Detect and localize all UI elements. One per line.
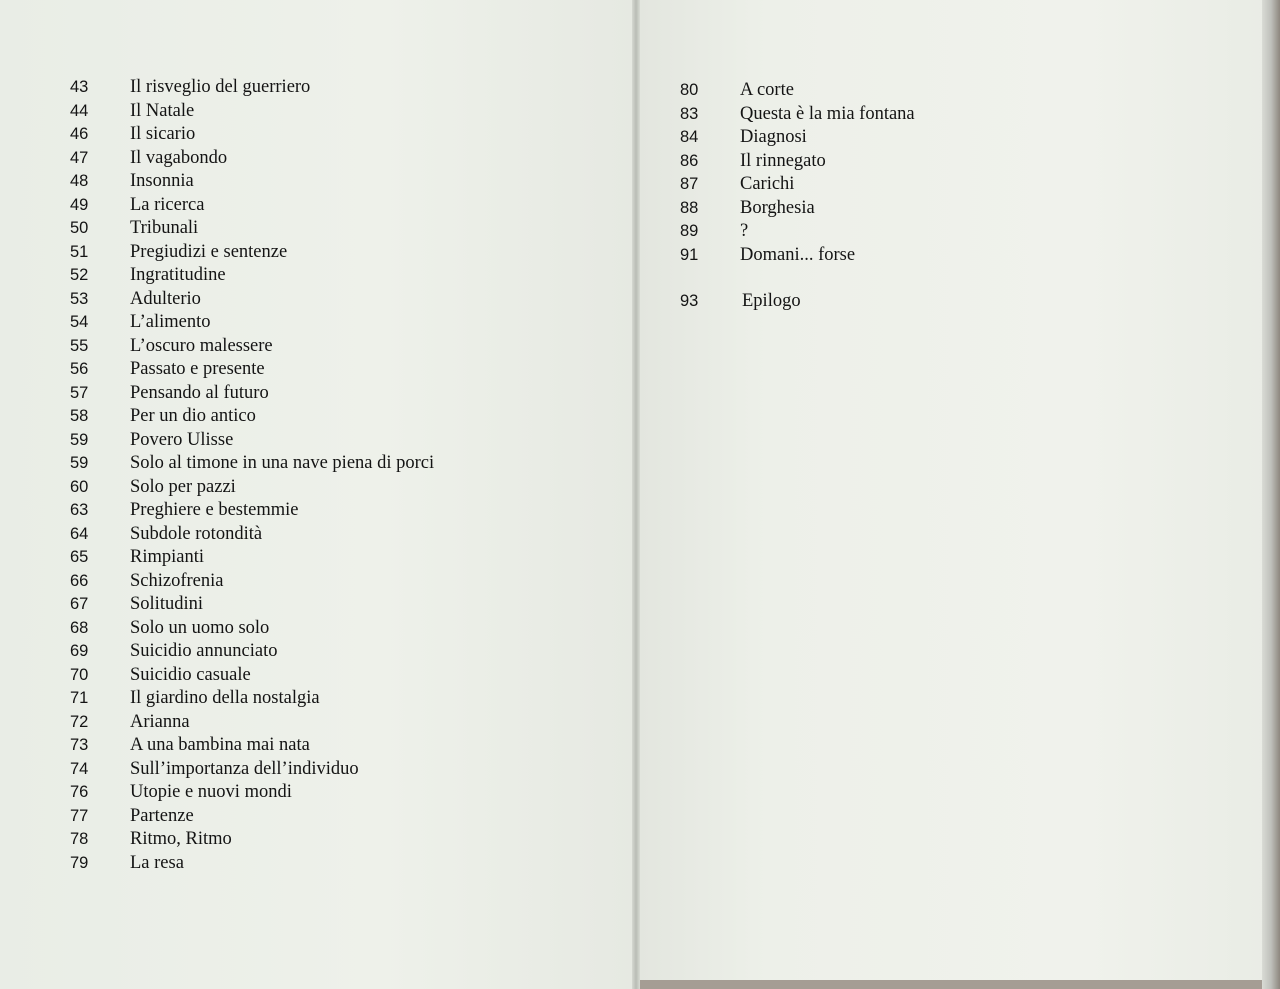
toc-title: Povero Ulisse <box>130 429 234 450</box>
toc-entry <box>62 734 434 758</box>
toc-title: Per un dio antico <box>130 406 256 426</box>
toc-page-number: 67 <box>70 595 89 613</box>
toc-title: Suicidio casuale <box>130 664 251 685</box>
toc-title: L’oscuro malessere <box>130 335 273 356</box>
toc-title: Subdole rotondità <box>130 523 263 544</box>
toc-title: Passato e presente <box>130 359 265 379</box>
toc-title: Epilogo <box>742 291 801 311</box>
toc-title: Solitudini <box>130 594 203 614</box>
toc-page-number: 73 <box>70 736 89 754</box>
toc-entry <box>62 523 434 547</box>
toc-title: Partenze <box>130 805 194 826</box>
toc-page-number: 74 <box>70 759 89 778</box>
toc-entry <box>672 197 915 221</box>
toc-title: Il giardino della nostalgia <box>130 688 320 708</box>
toc-list-right <box>672 79 915 267</box>
toc-title: ? <box>740 221 749 241</box>
toc-title: Schizofrenia <box>130 570 224 591</box>
toc-page-number: 83 <box>680 104 699 123</box>
toc-entry <box>62 405 434 429</box>
toc-title: Ritmo, Ritmo <box>130 829 232 849</box>
toc-page-number: 80 <box>680 81 699 99</box>
book-gutter <box>632 0 640 989</box>
toc-entry <box>62 687 434 711</box>
toc-title: Il rinnegato <box>740 150 826 171</box>
toc-entry <box>62 781 434 805</box>
toc-page-number: 49 <box>70 195 89 214</box>
toc-title: Insonnia <box>130 171 194 191</box>
toc-entry <box>62 100 434 124</box>
toc-title: La resa <box>130 852 184 873</box>
toc-title: Solo al timone in una nave piena di porci <box>130 453 435 473</box>
toc-entry <box>672 126 915 150</box>
toc-page-number: 53 <box>70 289 89 308</box>
toc-page-number: 86 <box>680 151 699 170</box>
toc-title: Ingratitudine <box>130 265 226 285</box>
left-page <box>0 0 636 989</box>
toc-page-number: 87 <box>680 175 699 193</box>
toc-entry <box>62 123 434 147</box>
toc-title: Diagnosi <box>740 127 807 147</box>
toc-page-number: 66 <box>70 571 89 590</box>
toc-title: Il sicario <box>130 124 196 144</box>
toc-page-number: 59 <box>70 430 89 449</box>
toc-entry <box>672 150 915 174</box>
toc-entry <box>62 335 434 359</box>
toc-list-left <box>62 76 434 875</box>
toc-title: Rimpianti <box>130 547 204 567</box>
toc-entry <box>62 147 434 171</box>
toc-title: Pregiudizi e sentenze <box>130 241 288 262</box>
toc-page-number: 70 <box>70 665 89 684</box>
toc-title: Preghiere e bestemmie <box>130 500 299 520</box>
toc-title: Solo un uomo solo <box>130 617 270 638</box>
toc-page-number: 52 <box>70 266 89 284</box>
toc-entry <box>62 476 434 500</box>
toc-title: L’alimento <box>130 312 211 332</box>
toc-title: Il risveglio del guerriero <box>130 77 311 97</box>
toc-title: Tribunali <box>130 218 199 238</box>
toc-page-number: 58 <box>70 407 89 425</box>
toc-entry <box>62 828 434 852</box>
right-page <box>640 0 1272 982</box>
toc-page-number: 78 <box>70 830 89 848</box>
toc-page-number: 79 <box>70 853 89 872</box>
toc-entry <box>62 805 434 829</box>
toc-page-number: 46 <box>70 125 89 143</box>
toc-page-number: 64 <box>70 524 89 543</box>
toc-entry <box>672 79 915 103</box>
toc-title: Adulterio <box>130 288 201 309</box>
toc-entry <box>672 220 915 244</box>
toc-page-number: 93 <box>680 292 699 310</box>
toc-title: Sull’importanza dell’individuo <box>130 758 359 779</box>
toc-page-number: 72 <box>70 712 89 731</box>
toc-page-number: 71 <box>70 689 89 707</box>
toc-epilogue <box>672 290 801 314</box>
toc-page-number: 55 <box>70 336 89 355</box>
toc-page-number: 76 <box>70 783 89 801</box>
toc-title: Solo per pazzi <box>130 476 236 497</box>
toc-title: A una bambina mai nata <box>130 735 310 755</box>
toc-page-number: 89 <box>680 222 699 240</box>
toc-page-number: 77 <box>70 806 89 825</box>
toc-title: La ricerca <box>130 194 205 215</box>
toc-page-number: 84 <box>680 128 699 146</box>
toc-entry <box>62 170 434 194</box>
toc-page-number: 59 <box>70 454 89 472</box>
toc-entry <box>62 76 434 100</box>
toc-entry <box>62 382 434 406</box>
toc-page-number: 60 <box>70 477 89 496</box>
toc-page-number: 69 <box>70 642 89 660</box>
toc-entry <box>62 264 434 288</box>
toc-entry <box>62 546 434 570</box>
toc-entry <box>62 593 434 617</box>
toc-title: Carichi <box>740 174 795 194</box>
toc-entry <box>62 499 434 523</box>
toc-entry <box>672 244 915 268</box>
toc-page-number: 88 <box>680 198 699 217</box>
toc-entry <box>62 241 434 265</box>
toc-page-number: 65 <box>70 548 89 566</box>
toc-page-number: 44 <box>70 101 89 120</box>
toc-entry <box>62 311 434 335</box>
toc-entry <box>62 617 434 641</box>
toc-entry <box>62 194 434 218</box>
toc-page-number: 68 <box>70 618 89 637</box>
toc-entry <box>672 173 915 197</box>
toc-page-number: 57 <box>70 383 89 402</box>
toc-title: Utopie e nuovi mondi <box>130 782 292 802</box>
toc-title: A corte <box>740 80 794 100</box>
toc-entry <box>62 452 434 476</box>
page-side-edge <box>1262 0 1280 989</box>
toc-entry <box>62 664 434 688</box>
toc-entry <box>62 711 434 735</box>
toc-page-number: 47 <box>70 148 89 167</box>
toc-title: Il vagabondo <box>130 147 228 168</box>
toc-page-number: 48 <box>70 172 89 190</box>
toc-title: Domani... forse <box>740 244 856 265</box>
toc-entry <box>62 288 434 312</box>
toc-entry <box>62 358 434 382</box>
toc-title: Arianna <box>130 711 190 732</box>
toc-page-number: 50 <box>70 219 89 237</box>
toc-page-number: 91 <box>680 245 699 264</box>
toc-page-number: 43 <box>70 78 89 96</box>
toc-entry <box>62 640 434 664</box>
toc-title: Il Natale <box>130 100 195 121</box>
toc-entry <box>672 103 915 127</box>
page-bottom-edge <box>640 980 1280 989</box>
toc-title: Pensando al futuro <box>130 382 269 403</box>
toc-title: Questa è la mia fontana <box>740 103 915 124</box>
toc-page-number: 51 <box>70 242 89 261</box>
toc-entry <box>62 217 434 241</box>
toc-entry <box>62 429 434 453</box>
toc-page-number: 63 <box>70 501 89 519</box>
toc-entry <box>62 758 434 782</box>
toc-entry <box>62 852 434 876</box>
toc-entry <box>62 570 434 594</box>
toc-page-number: 56 <box>70 360 89 378</box>
toc-page-number: 54 <box>70 313 89 331</box>
toc-title: Suicidio annunciato <box>130 641 278 661</box>
toc-title: Borghesia <box>740 197 815 218</box>
